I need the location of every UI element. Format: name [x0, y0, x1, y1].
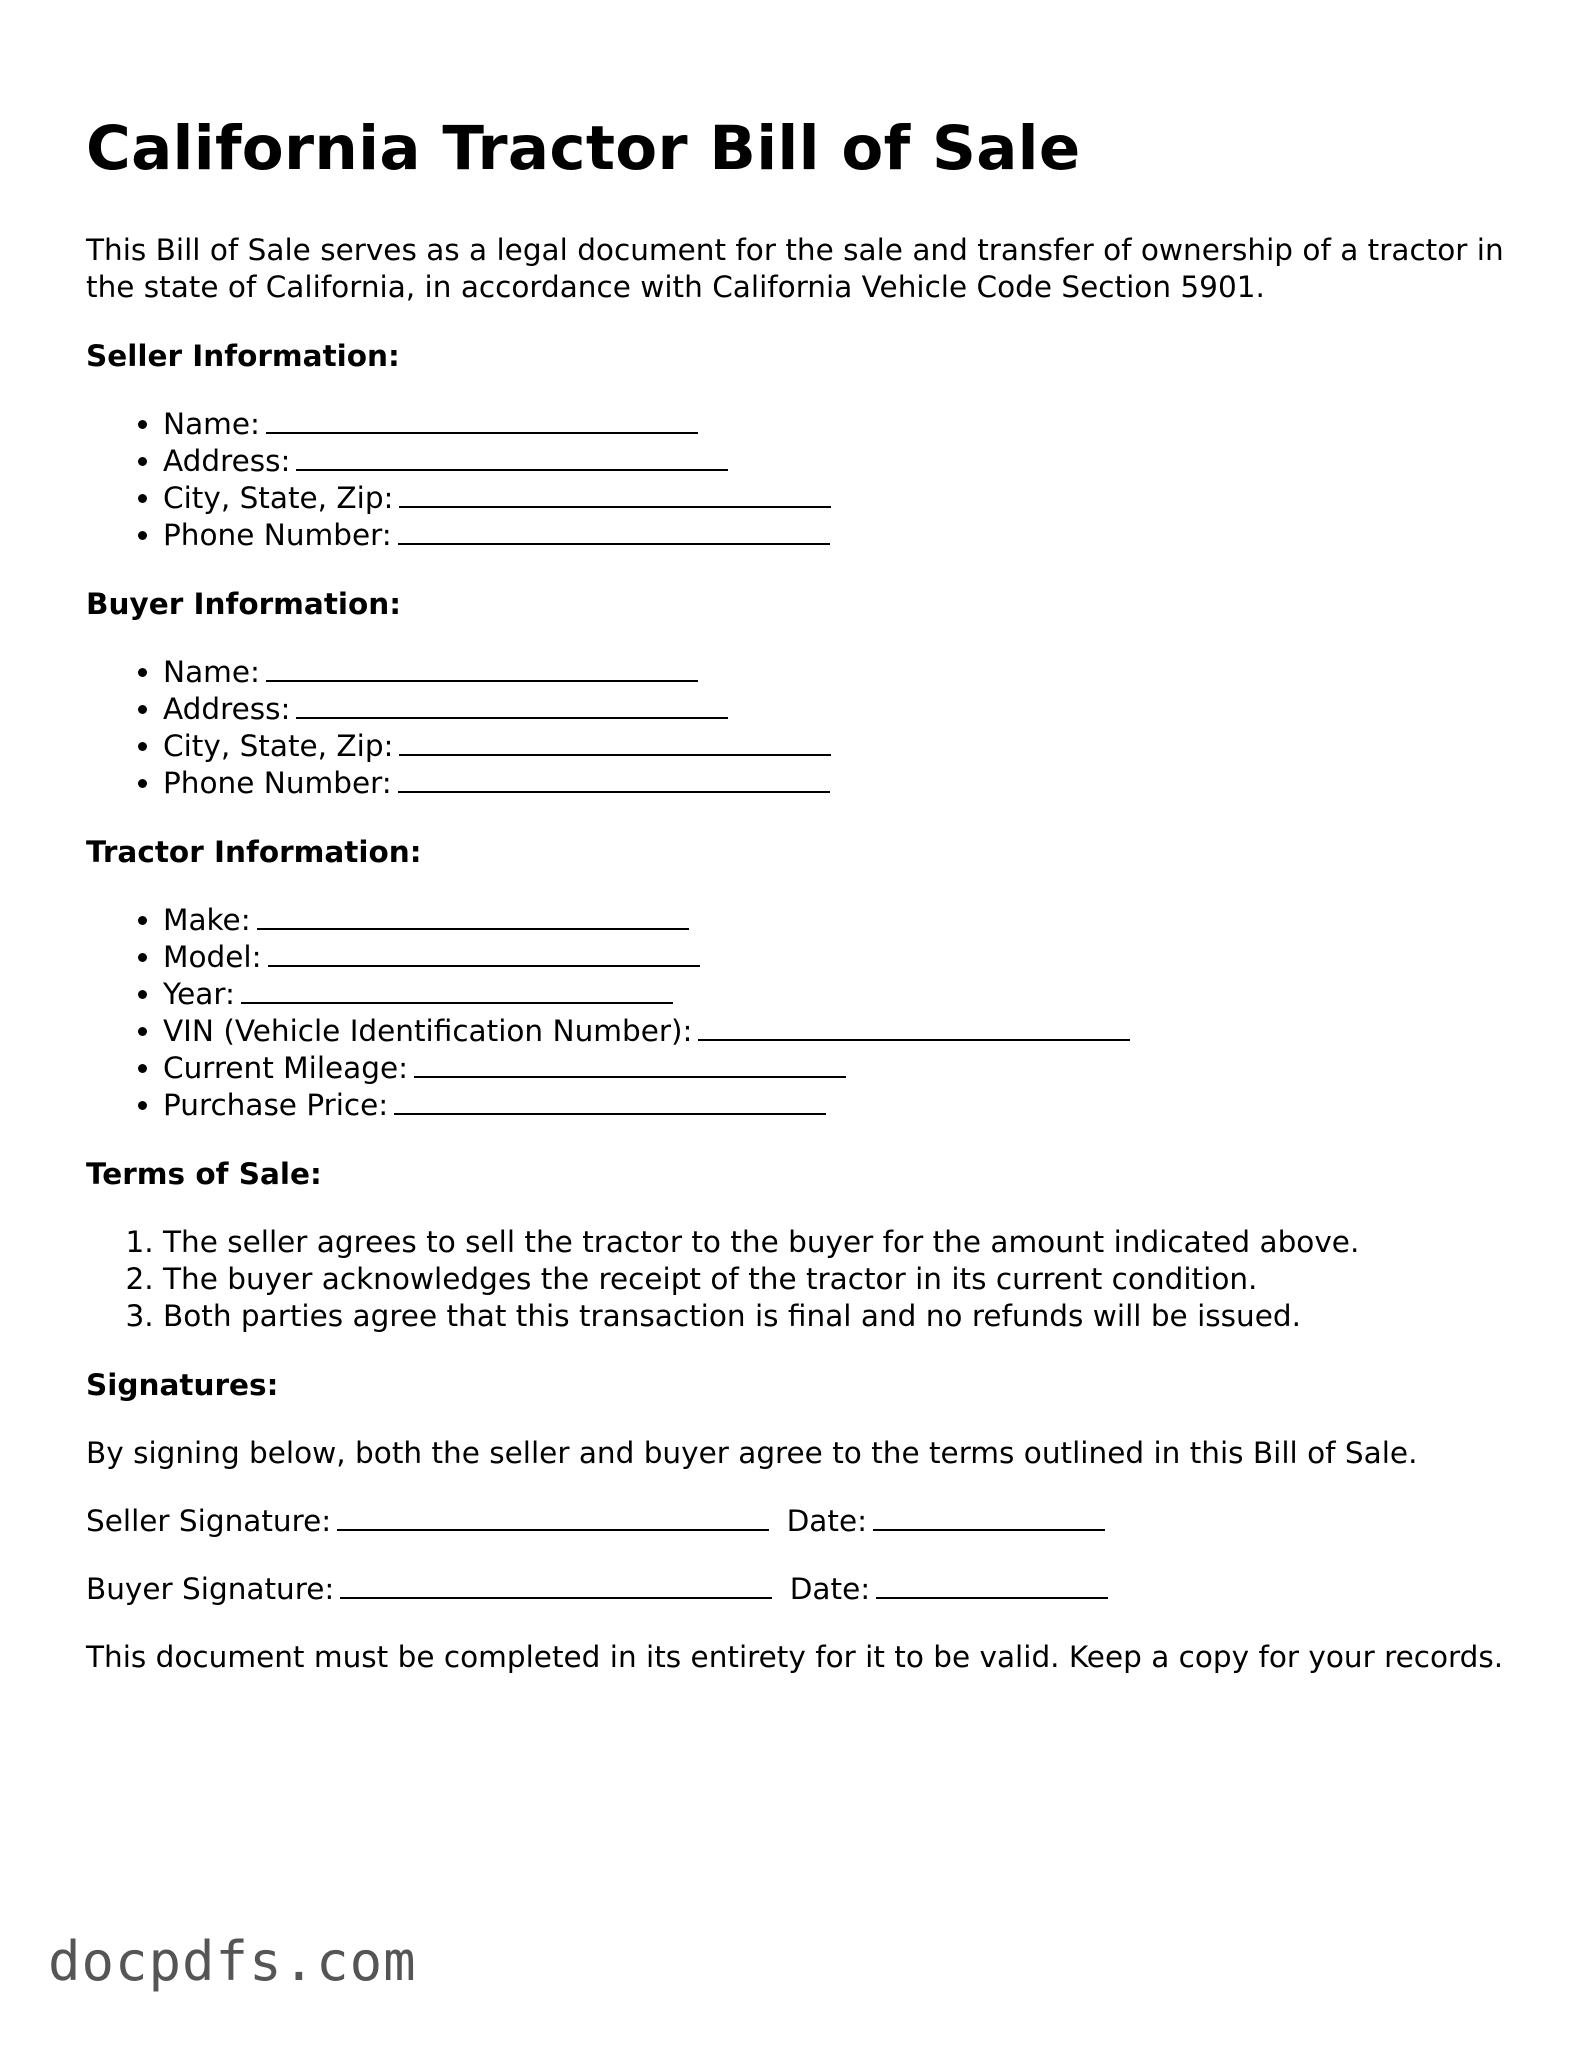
tractor-make-item [163, 902, 1506, 939]
seller-signature-label: Seller Signature: [86, 1504, 332, 1538]
field-label: Model: [163, 940, 262, 974]
field-label: Address: [163, 444, 291, 478]
terms-list [86, 1224, 1506, 1335]
seller-section-heading: Seller Information: [86, 339, 400, 373]
seller-date-label: Date: [786, 1504, 868, 1538]
seller-signature-line [86, 1503, 1506, 1540]
buyer-date-label: Date: [789, 1572, 871, 1606]
seller-fields-list [86, 406, 1506, 554]
seller-phone-item [163, 517, 1506, 554]
tractor-vin-blank[interactable] [698, 1013, 1130, 1041]
intro-paragraph: This Bill of Sale serves as a legal document for the sale and transfer of ownership of a tractor in the state of California, in accordance with California Vehicle Code Section 5901. [86, 233, 1504, 304]
seller-city-state-zip-item [163, 480, 1506, 517]
seller-address-item [163, 443, 1506, 480]
seller-city-state-zip-blank[interactable] [399, 480, 831, 508]
buyer-phone-blank[interactable] [398, 765, 830, 793]
tractor-fields-list [86, 902, 1506, 1124]
buyer-fields-list [86, 654, 1506, 802]
tractor-price-blank[interactable] [394, 1087, 826, 1115]
term-item: 3. Both parties agree that this transaction is final and no refunds will be issued. [163, 1298, 1506, 1335]
field-label: Make: [163, 903, 251, 937]
document-title: California Tractor Bill of Sale [86, 113, 1081, 184]
field-label: Current Mileage: [163, 1051, 409, 1085]
tractor-mileage-item [163, 1050, 1506, 1087]
seller-address-blank[interactable] [296, 443, 728, 471]
field-label: Name: [163, 407, 260, 441]
seller-name-item [163, 406, 1506, 443]
buyer-phone-item [163, 765, 1506, 802]
tractor-year-item [163, 976, 1506, 1013]
seller-signature-blank[interactable] [337, 1503, 769, 1531]
footer-note: This document must be completed in its entirety for it to be valid. Keep a copy for your records. [86, 1640, 1504, 1674]
tractor-year-blank[interactable] [241, 976, 673, 1004]
buyer-section-heading: Buyer Information: [86, 587, 402, 621]
field-label: VIN (Vehicle Identification Number): [163, 1014, 693, 1048]
field-label: Year: [163, 977, 235, 1011]
buyer-city-state-zip-blank[interactable] [399, 728, 831, 756]
buyer-signature-label: Buyer Signature: [86, 1572, 335, 1606]
field-label: Name: [163, 655, 260, 689]
field-label: City, State, Zip: [163, 729, 394, 763]
field-label: Phone Number: [163, 766, 392, 800]
field-label: Phone Number: [163, 518, 392, 552]
seller-name-blank[interactable] [266, 406, 698, 434]
buyer-name-blank[interactable] [266, 654, 698, 682]
tractor-model-item [163, 939, 1506, 976]
tractor-mileage-blank[interactable] [414, 1050, 846, 1078]
buyer-address-item [163, 691, 1506, 728]
term-item: 2. The buyer acknowledges the receipt of the tractor in its current condition. [163, 1261, 1506, 1298]
terms-section-heading: Terms of Sale: [86, 1157, 322, 1191]
document-page [86, 110, 1506, 1707]
buyer-address-blank[interactable] [296, 691, 728, 719]
buyer-signature-line [86, 1571, 1506, 1608]
tractor-make-blank[interactable] [257, 902, 689, 930]
watermark-logo: docpdfs.com [48, 1930, 417, 1993]
buyer-name-item [163, 654, 1506, 691]
tractor-vin-item [163, 1013, 1506, 1050]
tractor-price-item [163, 1087, 1506, 1124]
seller-date-blank[interactable] [873, 1503, 1105, 1531]
buyer-signature-blank[interactable] [340, 1571, 772, 1599]
signatures-statement: By signing below, both the seller and buyer agree to the terms outlined in this Bill of Sale. [86, 1436, 1418, 1470]
field-label: Purchase Price: [163, 1088, 389, 1122]
seller-phone-blank[interactable] [398, 517, 830, 545]
field-label: Address: [163, 692, 291, 726]
tractor-section-heading: Tractor Information: [86, 835, 422, 869]
signatures-section-heading: Signatures: [86, 1368, 279, 1402]
term-item: 1. The seller agrees to sell the tractor to the buyer for the amount indicated above. [163, 1224, 1506, 1261]
buyer-date-blank[interactable] [876, 1571, 1108, 1599]
tractor-model-blank[interactable] [268, 939, 700, 967]
buyer-city-state-zip-item [163, 728, 1506, 765]
field-label: City, State, Zip: [163, 481, 394, 515]
